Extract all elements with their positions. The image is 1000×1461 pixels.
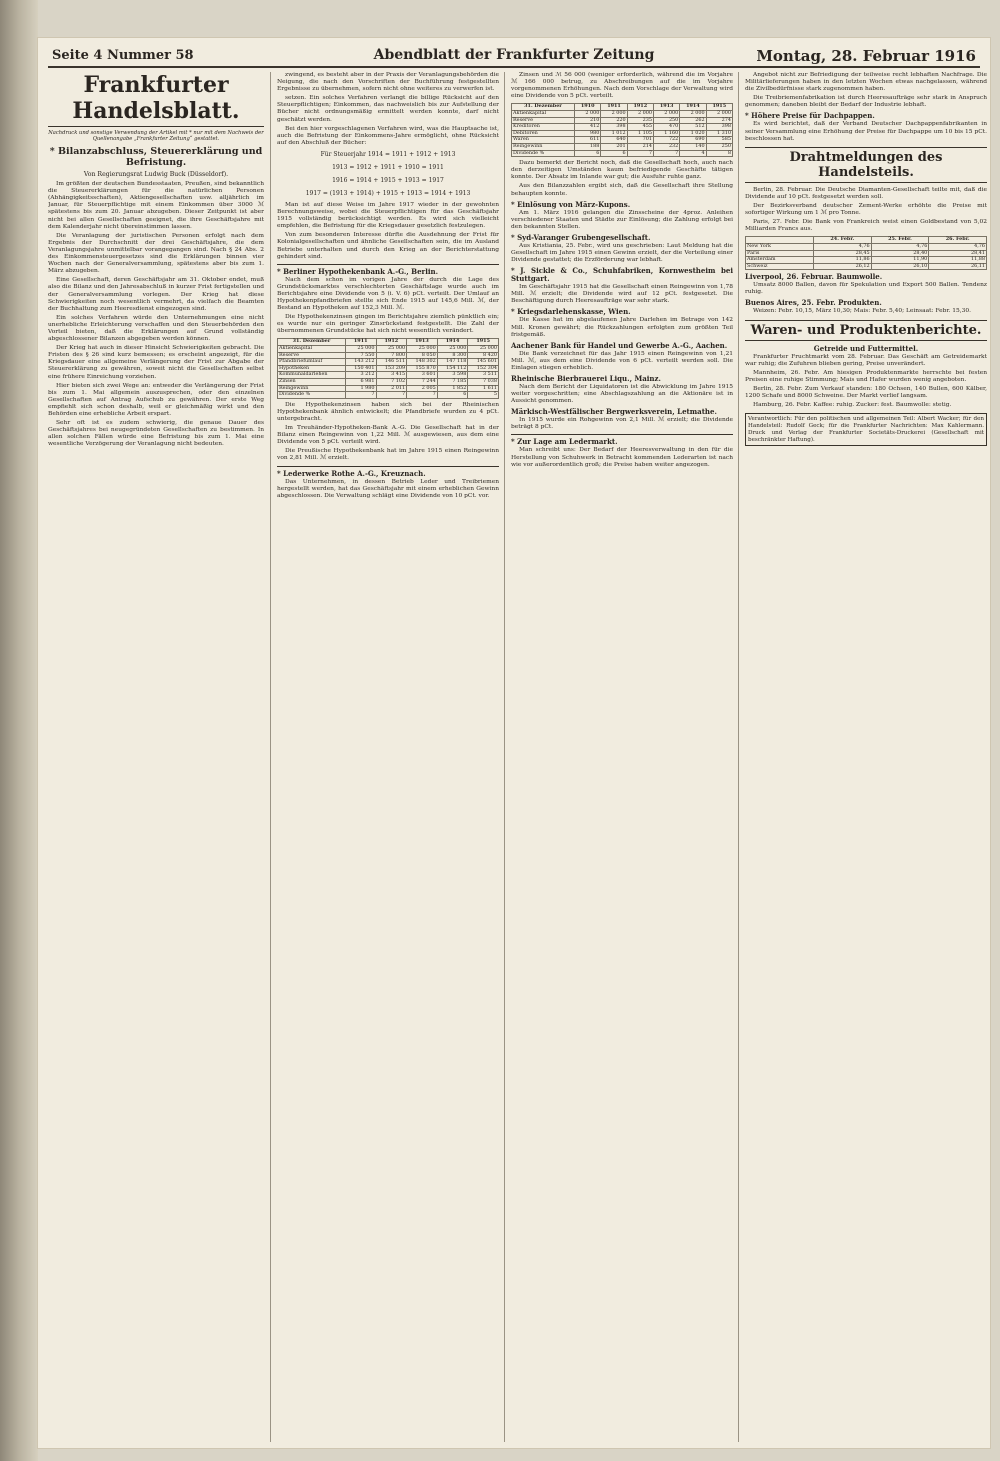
table-header: 1911 xyxy=(601,104,627,111)
table-header: 1915 xyxy=(468,339,499,346)
table-header: 1914 xyxy=(437,339,468,346)
page-header xyxy=(48,44,980,68)
article-headline: * Bilanzabschluss, Steuererklärung und Befristung. xyxy=(49,146,263,168)
item-heading: Buenos Aires, 25. Febr. Produkten. xyxy=(745,298,882,308)
paragraph: Die Hypothekenzinsen gingen im Berichtsjahre ziemlich pünktlich ein; es wurde nur ein geringer Zinsrückstand festgestellt. Die Zahl der übernommenen Grundstücke hat sich nicht wesentlich verändert. xyxy=(277,314,499,335)
table-row: Reingewinn 1 980 2 011 2 005 1 852 1 611 xyxy=(279,384,497,391)
item-heading: * Höhere Preise für Dachpappen. xyxy=(745,111,875,121)
item-heading: * Lederwerke Rothe A.-G., Kreuznach. xyxy=(277,468,426,478)
item-heading: * Kriegsdarlehenskasse, Wien. xyxy=(511,307,631,317)
paragraph: Angebot nicht zur Befriedigung der teilweise recht lebhaften Nachfrage. Die Militärlieferungen haben in den letzten Wochen etwas nachgelassen, während die Zivilbedürfnisse stark zugenommen haben. xyxy=(745,72,987,93)
page-number: Seite 4 Nummer 58 xyxy=(52,48,194,63)
column-2 xyxy=(270,72,499,1442)
paragraph: Das Unternehmen, in dessen Betrieb Leder und Treibriemen hergestellt werden, hat das Geschäftsjahr mit einem erheblichen Gewinn abgeschlossen. Die Verwaltung schlägt eine Dividende von 10 pCt. vor. xyxy=(277,478,499,499)
reprint-note: Nachdruck und sonstige Verwendung der Artikel mit * nur mit dem Nachweis der Quellenangabe „Frankfurter Zeitung“ gestattet. xyxy=(48,130,264,142)
table-row: Kommunaldarlehen 3 212 3 415 3 601 3 598 3 511 xyxy=(279,371,497,378)
company-balance-table xyxy=(511,103,733,157)
section-heading: Drahtmeldungen des Handelsteils. xyxy=(745,147,987,183)
paragraph: Die Bank verzeichnet für das Jahr 1915 einen Reingewinn von 1,21 Mill. ℳ, aus dem eine Dividende von 6 pCt. verteilt werden soll. Die Einlagen stiegen erheblich. xyxy=(511,350,733,371)
paragraph: Hier bieten sich zwei Wege an: entweder die Verlängerung der Frist bis zum 1. Mai allgemein auszusprechen, oder den einzelnen Gesellschaften auf Antrag Aufschub zu gewähren. Der erste Weg empfiehlt sich schon deshalb, weil er gleichmäßig wirkt und den Behörden eine erhebliche Arbeit erspart. xyxy=(48,382,264,417)
divider xyxy=(511,434,733,435)
paragraph: Umsatz 8000 Ballen, davon für Spekulation und Export 500 Ballen. Tendenz ruhig. xyxy=(745,282,987,296)
table-row: Zinsen 6 981 7 102 7 244 7 185 7 038 xyxy=(279,378,497,384)
paragraph: Die Preußische Hypothekenbank hat im Jahre 1915 einen Reingewinn von 2,81 Mill. ℳ erzielt. xyxy=(277,448,499,462)
table-row: Paris 28,45 28,40 28,41 xyxy=(747,249,985,256)
table-row: Kreditoren 412 398 455 470 512 398 xyxy=(513,123,731,130)
column-3 xyxy=(504,72,733,1442)
section-masthead: Frankfurter Handelsblatt. xyxy=(48,72,264,127)
imprint-box: Verantwortlich: Für den politischen und allgemeinen Teil: Albert Wacker; für den Handelsteil: Rudolf Geck; für die Frankfurter Nachrichten: Max Kahlermann. Druck und Verlag der Frankfurter Societäts-Druckerei (Gesellschaft mit beschränkter Haftung). xyxy=(745,413,987,446)
table-header: 25. Febr. xyxy=(871,237,929,244)
table-row: Amsterdam 11,86 11,90 11,88 xyxy=(747,256,985,263)
paragraph: Zinsen und ℳ 56 000 (weniger erforderlich, während die im Vorjahre ℳ 166 000 betrug, zu Abschreibungen auf die im Vorjahre vorgenommenen Erhöhungen. Nach dem Vorschlage der Verwaltung wird eine Dividende von 5 pCt. verteilt. xyxy=(511,72,733,100)
paragraph: Der Bezirksverband deutscher Zement-Werke erhöhte die Preise mit sofortiger Wirkung um 1 ℳ pro Tonne. xyxy=(745,202,987,217)
table-row: New York 4,76 4,76 4,76 xyxy=(747,242,985,249)
table-header: 1913 xyxy=(407,339,438,346)
page-binding xyxy=(0,0,38,1461)
table-header: 1914 xyxy=(680,104,706,111)
paragraph: Die Treibriemenfabrikation ist durch Heeresaufträge sehr stark in Anspruch genommen; daneben bleibt der Bedarf der Industrie lebhaft. xyxy=(745,95,987,109)
paragraph: Sehr oft ist es zudem schwierig, die genaue Dauer des Geschäftsjahres bei neugegründeten Gesellschaften zu bestimmen. In allen solchen Fällen würde eine Befristung bis zum 1. Mai eine wesentliche Verzögerung der Veranlagung nicht bedeuten. xyxy=(48,420,264,448)
formula-line: 1917 = (1913 + 1914) + 1915 + 1913 = 1914 + 1913 xyxy=(305,189,471,197)
column-1 xyxy=(48,72,264,1442)
paragraph: Am 1. März 1916 gelangen die Zinsscheine der 4proz. Anleihen verschiedener Staaten und Städte zur Einlösung; die Zahlung erfolgt bei den bekannten Stellen. xyxy=(511,209,733,230)
paragraph: Der Krieg hat auch in dieser Hinsicht Schwierigkeiten gebracht. Die Fristen des § 26 sind kurz bemessen; es erscheint angezeigt, für die Kriegsdauer eine allgemeine Verlängerung der Frist zur Abgabe der Steuererklärung zu gewähren, soweit nicht die Gesellschaften selbst eine frühere Einreichung vorziehen. xyxy=(48,345,264,380)
paragraph: Im Geschäftsjahr 1915 hat die Gesellschaft einen Reingewinn von 1,78 Mill. ℳ erzielt; die Dividende wird auf 12 pCt. festgesetzt. Die Beschäftigung durch Heeresaufträge war sehr stark. xyxy=(511,284,733,305)
table-row: Reserve 210 220 235 250 262 274 xyxy=(513,116,731,123)
paragraph: Weizen: Febr. 10,15, März 10,30; Mais: Febr. 5,40; Leinsaat: Febr. 15,30. xyxy=(753,308,972,315)
paragraph: Nach dem schon im vorigen Jahre der durch die Lage des Grundstücksmarktes verschlechterten Geschäftslage wurde auch im Berichtsjahre eine Dividende von 5 (i. V. 6) pCt. verteilt. Der Umlauf an Hypothekenpfandbriefen stellte sich Ende 1915 auf 145,6 Mill. ℳ, der Bestand an Hypotheken auf 152,3 Mill. ℳ. xyxy=(277,276,499,312)
paragraph: Die Kasse hat im abgelaufenen Jahre Darlehen im Betrage von 142 Mill. Kronen gewährt; die Rückzahlungen erfolgten zum größten Teil fristgemäß. xyxy=(511,317,733,338)
paragraph: Die Hypothekenzinsen haben sich bei der Rheinischen Hypothekenbank ähnlich entwickelt; die Pfandbriefe wurden zu 4 pCt. untergebracht. xyxy=(277,401,499,422)
item-heading: Getreide und Futtermittel. xyxy=(813,343,919,353)
bank-balance-table xyxy=(277,338,499,398)
table-header: 31. Dezember xyxy=(512,104,575,111)
paragraph: Hamburg, 26. Febr. Kaffee: ruhig. Zucker: fest. Baumwolle: stetig. xyxy=(753,402,952,409)
paragraph: In 1915 wurde ein Rohgewinn von 2,1 Mill. ℳ erzielt; die Dividende beträgt 8 pCt. xyxy=(511,417,733,431)
issue-date: Montag, 28. Februar 1916 xyxy=(756,47,976,65)
formula-line: 1913 = 1912 + 1911 + 1910 = 1911 xyxy=(332,163,444,171)
table-row: Waren 611 640 701 722 690 585 xyxy=(513,136,731,143)
table-row: Aktienkapital 25 000 25 000 25 000 25 000 25 000 xyxy=(279,345,497,352)
paragraph: Frankfurter Fruchtmarkt vom 28. Februar. Das Geschäft am Getreidemarkt war ruhig; die Zufuhren blieben gering, Preise unverändert. xyxy=(745,353,987,367)
paragraph: Man ist auf diese Weise im Jahre 1917 wieder in der gewohnten Berechnungsweise, wobei die Steuerpflichtigen für das Geschäftsjahr 1915 vollständig berücksichtigt werden. Es wird sich vielleicht empfehlen, die Befristung für die Kriegsdauer gesetzlich festzulegen. xyxy=(277,201,499,230)
paragraph: Mannheim, 26. Febr. Am hiesigen Produktenmarkte herrschte bei festen Preisen eine ruhige Stimmung; Mais und Hafer wurden wenig angeboten. xyxy=(745,369,987,383)
table-header: 1911 xyxy=(345,339,376,346)
article-byline: Von Regierungsrat Ludwig Buck (Düsseldorf). xyxy=(83,171,229,178)
paragraph: Im größten der deutschen Bundesstaaten, Preußen, sind bekanntlich die Steuererklärungen für die natürlichen Personen (Abhängigkeitsschaften), Aktiengesellschaften usw. alljährlich im Januar, für Steuerpflichtige mit einem Einkommen über 3000 ℳ spätestens bis zum 20. Januar abzugeben. Dieser Zeitpunkt ist aber nicht bei allen Gesellschaften geeignet, die ihre Geschäftsjahre mit dem Kalenderjahr nicht übereinstimmen lassen. xyxy=(48,181,264,230)
paragraph: Berlin, 28. Februar. Die Deutsche Diamanten-Gesellschaft teilte mit, daß die Dividende auf 10 pCt. festgesetzt werden soll. xyxy=(745,186,987,200)
paragraph: zwingend, es besteht aber in der Praxis der Veranlagungsbehörden die Neigung, die nach den Vorschriften der Buchführung festgestellten Ergebnisse zu übernehmen, sofern nicht ohne weiteres zu verwerfen ist. xyxy=(277,72,499,93)
paragraph: Man schreibt uns: Der Bedarf der Heeresverwaltung in den für die Herstellung von Schuhwerk in Betracht kommenden Lederarten ist nach wie vor außerordentlich groß; die Preise haben weiter angezogen. xyxy=(511,447,733,468)
paragraph: Dazu bemerkt der Bericht noch, daß die Gesellschaft hoch, auch nach den derzeitigen Umständen kaum befriedigende Geschäfte tätigen konnte. Der Absatz im Inlande war gut; die Ausfuhr ruhte ganz. xyxy=(511,160,733,181)
paragraph: Bei den hier vorgeschlagenen Verfahren wird, was die Hauptsache ist, auch die Befristung der Einkommens-Jahre ermöglicht, ohne Rücksicht auf den Abschluß der Bücher: xyxy=(277,125,499,146)
table-header: 31. Dezember xyxy=(278,339,346,346)
table-row: Reingewinn 188 201 214 232 140 250 xyxy=(513,142,731,149)
table-header: 1915 xyxy=(706,104,732,111)
formula-line: 1916 = 1914 + 1915 + 1913 = 1917 xyxy=(332,176,444,184)
item-heading: Märkisch-Westfälischer Bergwerksverein, Letmathe. xyxy=(511,407,717,417)
table-header: 26. Febr. xyxy=(929,237,987,244)
paper-title: Abendblatt der Frankfurter Zeitung xyxy=(373,47,655,63)
table-row: Dividende % 6 6 7 7 4 8 xyxy=(513,149,731,156)
table-row: Hypotheken 150 401 153 209 155 870 154 112 152 304 xyxy=(279,364,497,371)
paragraph: Aus Kristiania, 25. Febr., wird uns geschrieben: Laut Meldung hat die Gesellschaft im Jahre 1915 einen Gewinn erzielt, der die Verteilung einer Dividende gestattet; die Erzförderung war lebhaft. xyxy=(511,242,733,264)
paragraph: Von zum besonderen Interesse dürfte die Ausdehnung der Frist für Kolonialgesellschaften und ähnliche Gesellschaften sein, die im Ausland Betriebe unterhalten und durch den Krieg an der Berichterstattung gehindert sind. xyxy=(277,232,499,260)
item-heading: * Einlösung von März-Kupons. xyxy=(511,199,631,209)
table-row: Debitoren 980 1 012 1 105 1 160 1 020 1 310 xyxy=(513,129,731,136)
paragraph: Aus den Bilanzzahlen ergibt sich, daß die Gesellschaft ihre Stellung behaupten konnte. xyxy=(511,183,733,197)
paragraph: Berlin, 28. Febr. Zum Verkauf standen: 180 Ochsen, 140 Bullen, 600 Kälber, 1200 Schafe und 8000 Schweine. Der Markt verlief langsam. xyxy=(745,385,987,400)
paragraph: Ein solches Verfahren würde den Unternehmungen eine nicht unerhebliche Erleichterung verschaffen und den Steuerbehörden den Vorteil bieten, daß die Erklärungen auf Grund vollständig abgeschlossener Bilanzen abgegeben werden können. xyxy=(48,314,264,343)
table-row: Pfandbriefumlauf 143 212 146 511 148 302 147 118 145 601 xyxy=(279,358,497,365)
item-heading: * J. Sickle & Co., Schuhfabriken, Kornwestheim bei Stuttgart. xyxy=(511,266,733,284)
item-heading: * Zur Lage am Ledermarkt. xyxy=(511,437,618,447)
item-heading: * Berliner Hypothekenbank A.-G., Berlin. xyxy=(277,266,439,276)
paragraph: Nach dem Bericht der Liquidatoren ist die Abwicklung im Jahre 1915 weiter vorgeschritten; eine Abschlagszahlung an die Aktionäre ist in Aussicht genommen. xyxy=(511,384,733,405)
paragraph: Es wird berichtet, daß der Verband Deutscher Dachpappenfabrikanten in seiner Versammlung eine Erhöhung der Preise für Dachpappe um 10 bis 15 pCt. beschlossen hat. xyxy=(745,121,987,142)
formula-label: Für Steuerjahr 1914 = 1911 + 1912 + 1913 xyxy=(320,150,456,158)
divider xyxy=(277,264,499,265)
item-heading: Aachener Bank für Handel und Gewerbe A.-G., Aachen. xyxy=(511,340,728,350)
paragraph: Paris, 27. Febr. Die Bank von Frankreich weist einen Goldbestand von 5,02 Milliarden Francs aus. xyxy=(745,219,987,233)
table-header: 1910 xyxy=(575,104,601,111)
table-row: Dividende % 7 7 7 6 5 xyxy=(279,391,497,398)
item-heading: * Syd-Varanger Grubengesellschaft. xyxy=(511,232,651,242)
divider xyxy=(277,466,499,467)
table-header: 1912 xyxy=(627,104,653,111)
table-header: 1913 xyxy=(653,104,679,111)
paragraph: Eine Gesellschaft, deren Geschäftsjahr am 31. Oktober endet, muß also die Bilanz und den Jahresabschluß in kurzer Frist fertigstellen und der Generalversammlung vorlegen. Der Krieg hat diese Schwierigkeiten noch wesentlich vermehrt, da vielfach die Beamten der Buchhaltung zum Heeresdienst eingezogen sind. xyxy=(48,277,264,312)
table-header: 1912 xyxy=(376,339,407,346)
table-row: Schweiz 26,12 26,10 26,11 xyxy=(747,262,985,269)
table-header: 24. Febr. xyxy=(813,237,871,244)
newspaper-page xyxy=(38,38,990,1448)
column-4 xyxy=(738,72,987,1442)
item-heading: Liverpool, 26. Februar. Baumwolle. xyxy=(745,272,883,282)
table-row: Reserve 7 550 7 800 8 050 8 300 8 420 xyxy=(279,351,497,358)
paragraph: setzen. Ein solches Verfahren verlangt die billige Rücksicht auf den Steuerpflichtigen; Einkommen, das nachweislich bis zur Aufstellung der Bücher nicht ordnungsmäßig ermittelt werden konnte, darf nicht geschätzt werden. xyxy=(277,95,499,123)
item-heading: Rheinische Bierbrauerei Liqu., Mainz. xyxy=(511,374,661,383)
section-heading: Waren- und Produktenberichte. xyxy=(745,320,987,341)
paragraph: Im Treuhänder-Hypotheken-Bank A.-G. Die Gesellschaft hat in der Bilanz einen Reingewinn von 1,22 Mill. ℳ ausgewiesen, aus dem eine Dividende von 5 pCt. verteilt wird. xyxy=(277,425,499,446)
exchange-rate-table xyxy=(745,236,987,270)
table-row: Aktienkapital 2 000 2 000 2 000 2 000 2 000 2 000 xyxy=(513,109,731,116)
paragraph: Die Veranlagung der juristischen Personen erfolgt nach dem Ergebnis der Durchschnitt der drei Geschäftsjahre, die dem Veranlagungsjahre unmittelbar vorangegangen sind. Nach § 24 Abs. 2 des Einkommensteuergesetzes sind die Erklärungen binnen vier Wochen nach der Generalversammlung, spätestens aber bis zum 1. März abzugeben. xyxy=(48,232,264,275)
